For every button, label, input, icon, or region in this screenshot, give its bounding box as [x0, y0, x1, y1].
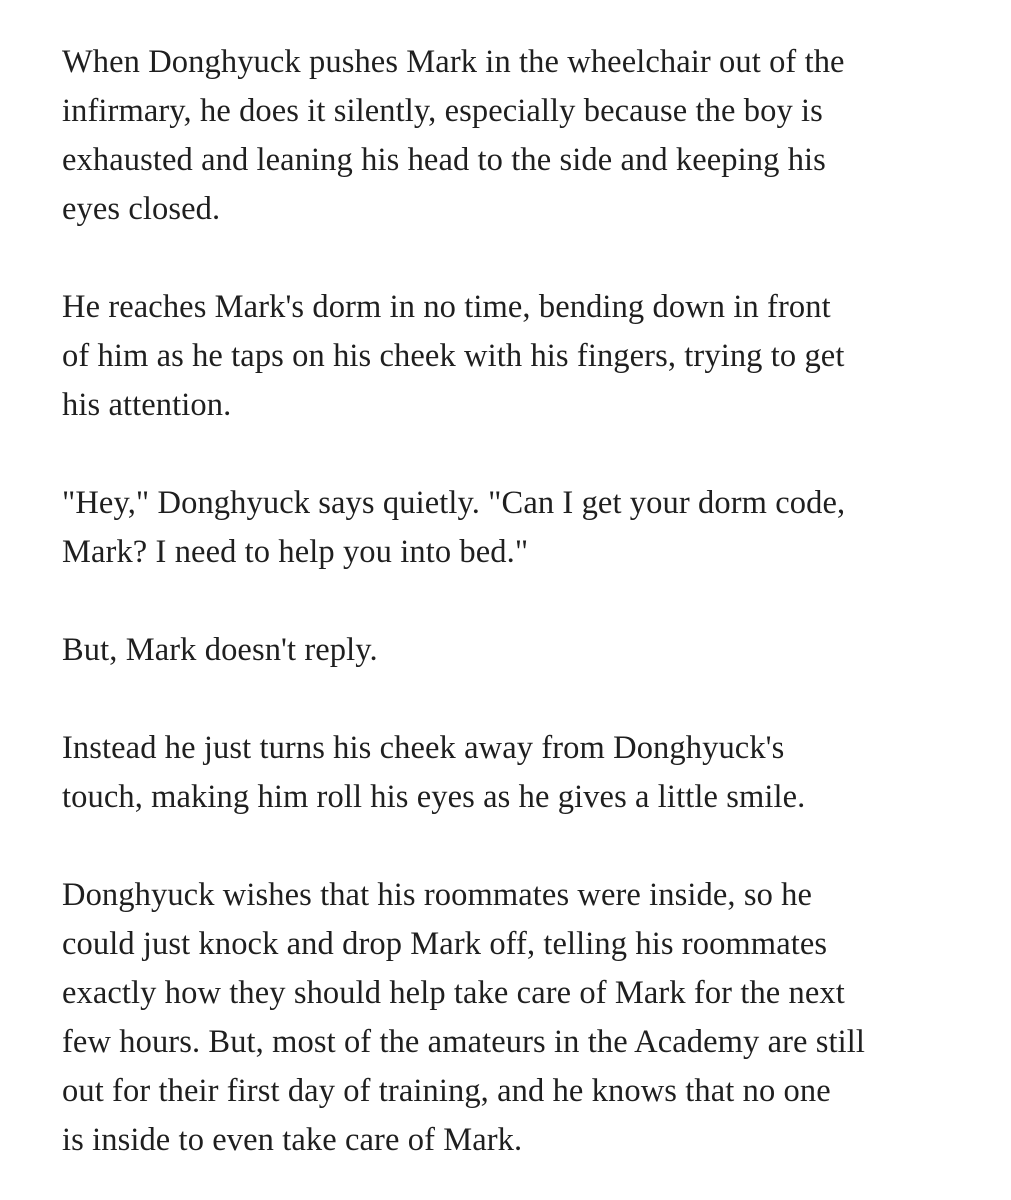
paragraph-6: [62, 871, 952, 1165]
text-line: his attention.: [62, 387, 232, 423]
text-line: Mark? I need to help you into bed.": [62, 534, 529, 570]
paragraph-5: [62, 724, 952, 822]
text-line: Instead he just turns his cheek away from Donghyuck's: [62, 730, 785, 766]
paragraph-2: [62, 283, 952, 430]
paragraph-1: [62, 38, 952, 234]
paragraph-4: [62, 626, 952, 675]
text-line: eyes closed.: [62, 191, 221, 227]
text-line: could just knock and drop Mark off, telling his roommates: [62, 926, 828, 962]
text-line: He reaches Mark's dorm in no time, bending down in front: [62, 289, 831, 325]
story-text: [62, 38, 952, 1165]
text-line: "Hey," Donghyuck says quietly. "Can I get your dorm code,: [62, 485, 846, 521]
paragraph-3: [62, 479, 952, 577]
text-line: But, Mark doesn't reply.: [62, 632, 378, 668]
text-line: When Donghyuck pushes Mark in the wheelchair out of the: [62, 44, 845, 80]
text-line: touch, making him roll his eyes as he gives a little smile.: [62, 779, 806, 815]
text-line: out for their first day of training, and he knows that no one: [62, 1073, 831, 1109]
text-line: few hours. But, most of the amateurs in the Academy are still: [62, 1024, 866, 1060]
text-line: of him as he taps on his cheek with his fingers, trying to get: [62, 338, 845, 374]
text-line: exhausted and leaning his head to the side and keeping his: [62, 142, 826, 178]
text-line: is inside to even take care of Mark.: [62, 1122, 523, 1158]
text-line: exactly how they should help take care of Mark for the next: [62, 975, 845, 1011]
text-line: infirmary, he does it silently, especially because the boy is: [62, 93, 823, 129]
text-line: Donghyuck wishes that his roommates were inside, so he: [62, 877, 813, 913]
